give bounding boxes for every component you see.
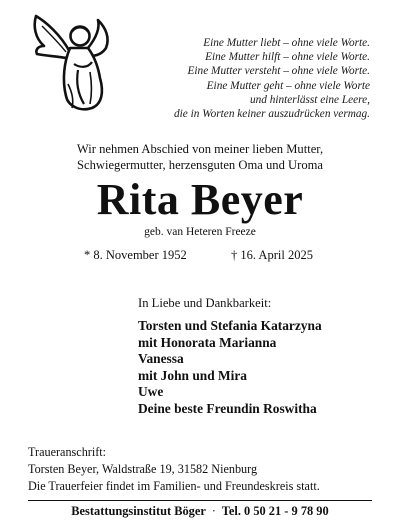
footer-separator: ·: [211, 504, 216, 518]
footer-divider: [28, 500, 372, 501]
mourner-line: mit Honorata Marianna: [138, 334, 277, 350]
angel-icon: [30, 12, 120, 116]
poem-line: und hinterlässt eine Leere,: [249, 93, 370, 106]
mourner-line: Vanessa: [138, 351, 184, 367]
funeral-home-phone: Tel. 0 50 21 - 9 78 90: [221, 504, 329, 518]
poem-line: Eine Mutter liebt – ohne viele Worte.: [203, 37, 370, 49]
address-label: Traueranschrift:: [28, 445, 107, 459]
poem: [174, 36, 370, 121]
mourner-line: Uwe: [138, 384, 164, 400]
mourner-line: mit John und Mira: [138, 367, 248, 383]
poem-line: Eine Mutter versteht – ohne viele Worte.: [187, 65, 370, 78]
thanks-heading: In Liebe und Dankbarkeit:: [138, 296, 272, 310]
intro-line: Wir nehmen Abschied von meiner lieben Mutter,: [76, 142, 324, 156]
poem-line: Eine Mutter geht – ohne viele Worte: [206, 79, 370, 92]
address-block: [28, 444, 320, 495]
born-name: geb. van Heteren Freeze: [144, 226, 256, 238]
funeral-home-footer: [0, 504, 400, 519]
address-line: Torsten Beyer, Waldstraße 19, 31582 Nienburg: [28, 462, 258, 476]
deceased-name: Rita Beyer: [96, 175, 304, 224]
mourners-list: [138, 318, 322, 418]
death-date: † 16. April 2025: [231, 248, 313, 262]
birth-date: * 8. November 1952: [84, 248, 187, 262]
ceremony-note: Die Trauerfeier findet im Familien- und Freundeskreis statt.: [28, 479, 320, 493]
intro-text: [0, 142, 400, 173]
mourner-line: Deine beste Freundin Roswitha: [138, 400, 317, 416]
poem-line: die in Worten keiner auszudrücken vermag.: [174, 108, 370, 121]
intro-line: Schwiegermutter, herzensguten Oma und Uroma: [76, 157, 324, 172]
mourner-line: Torsten und Stefania Katarzyna: [138, 318, 322, 333]
poem-line: Eine Mutter hilft – ohne viele Worte.: [205, 51, 370, 64]
funeral-home-name: Bestattungsinstitut Böger: [71, 504, 206, 518]
